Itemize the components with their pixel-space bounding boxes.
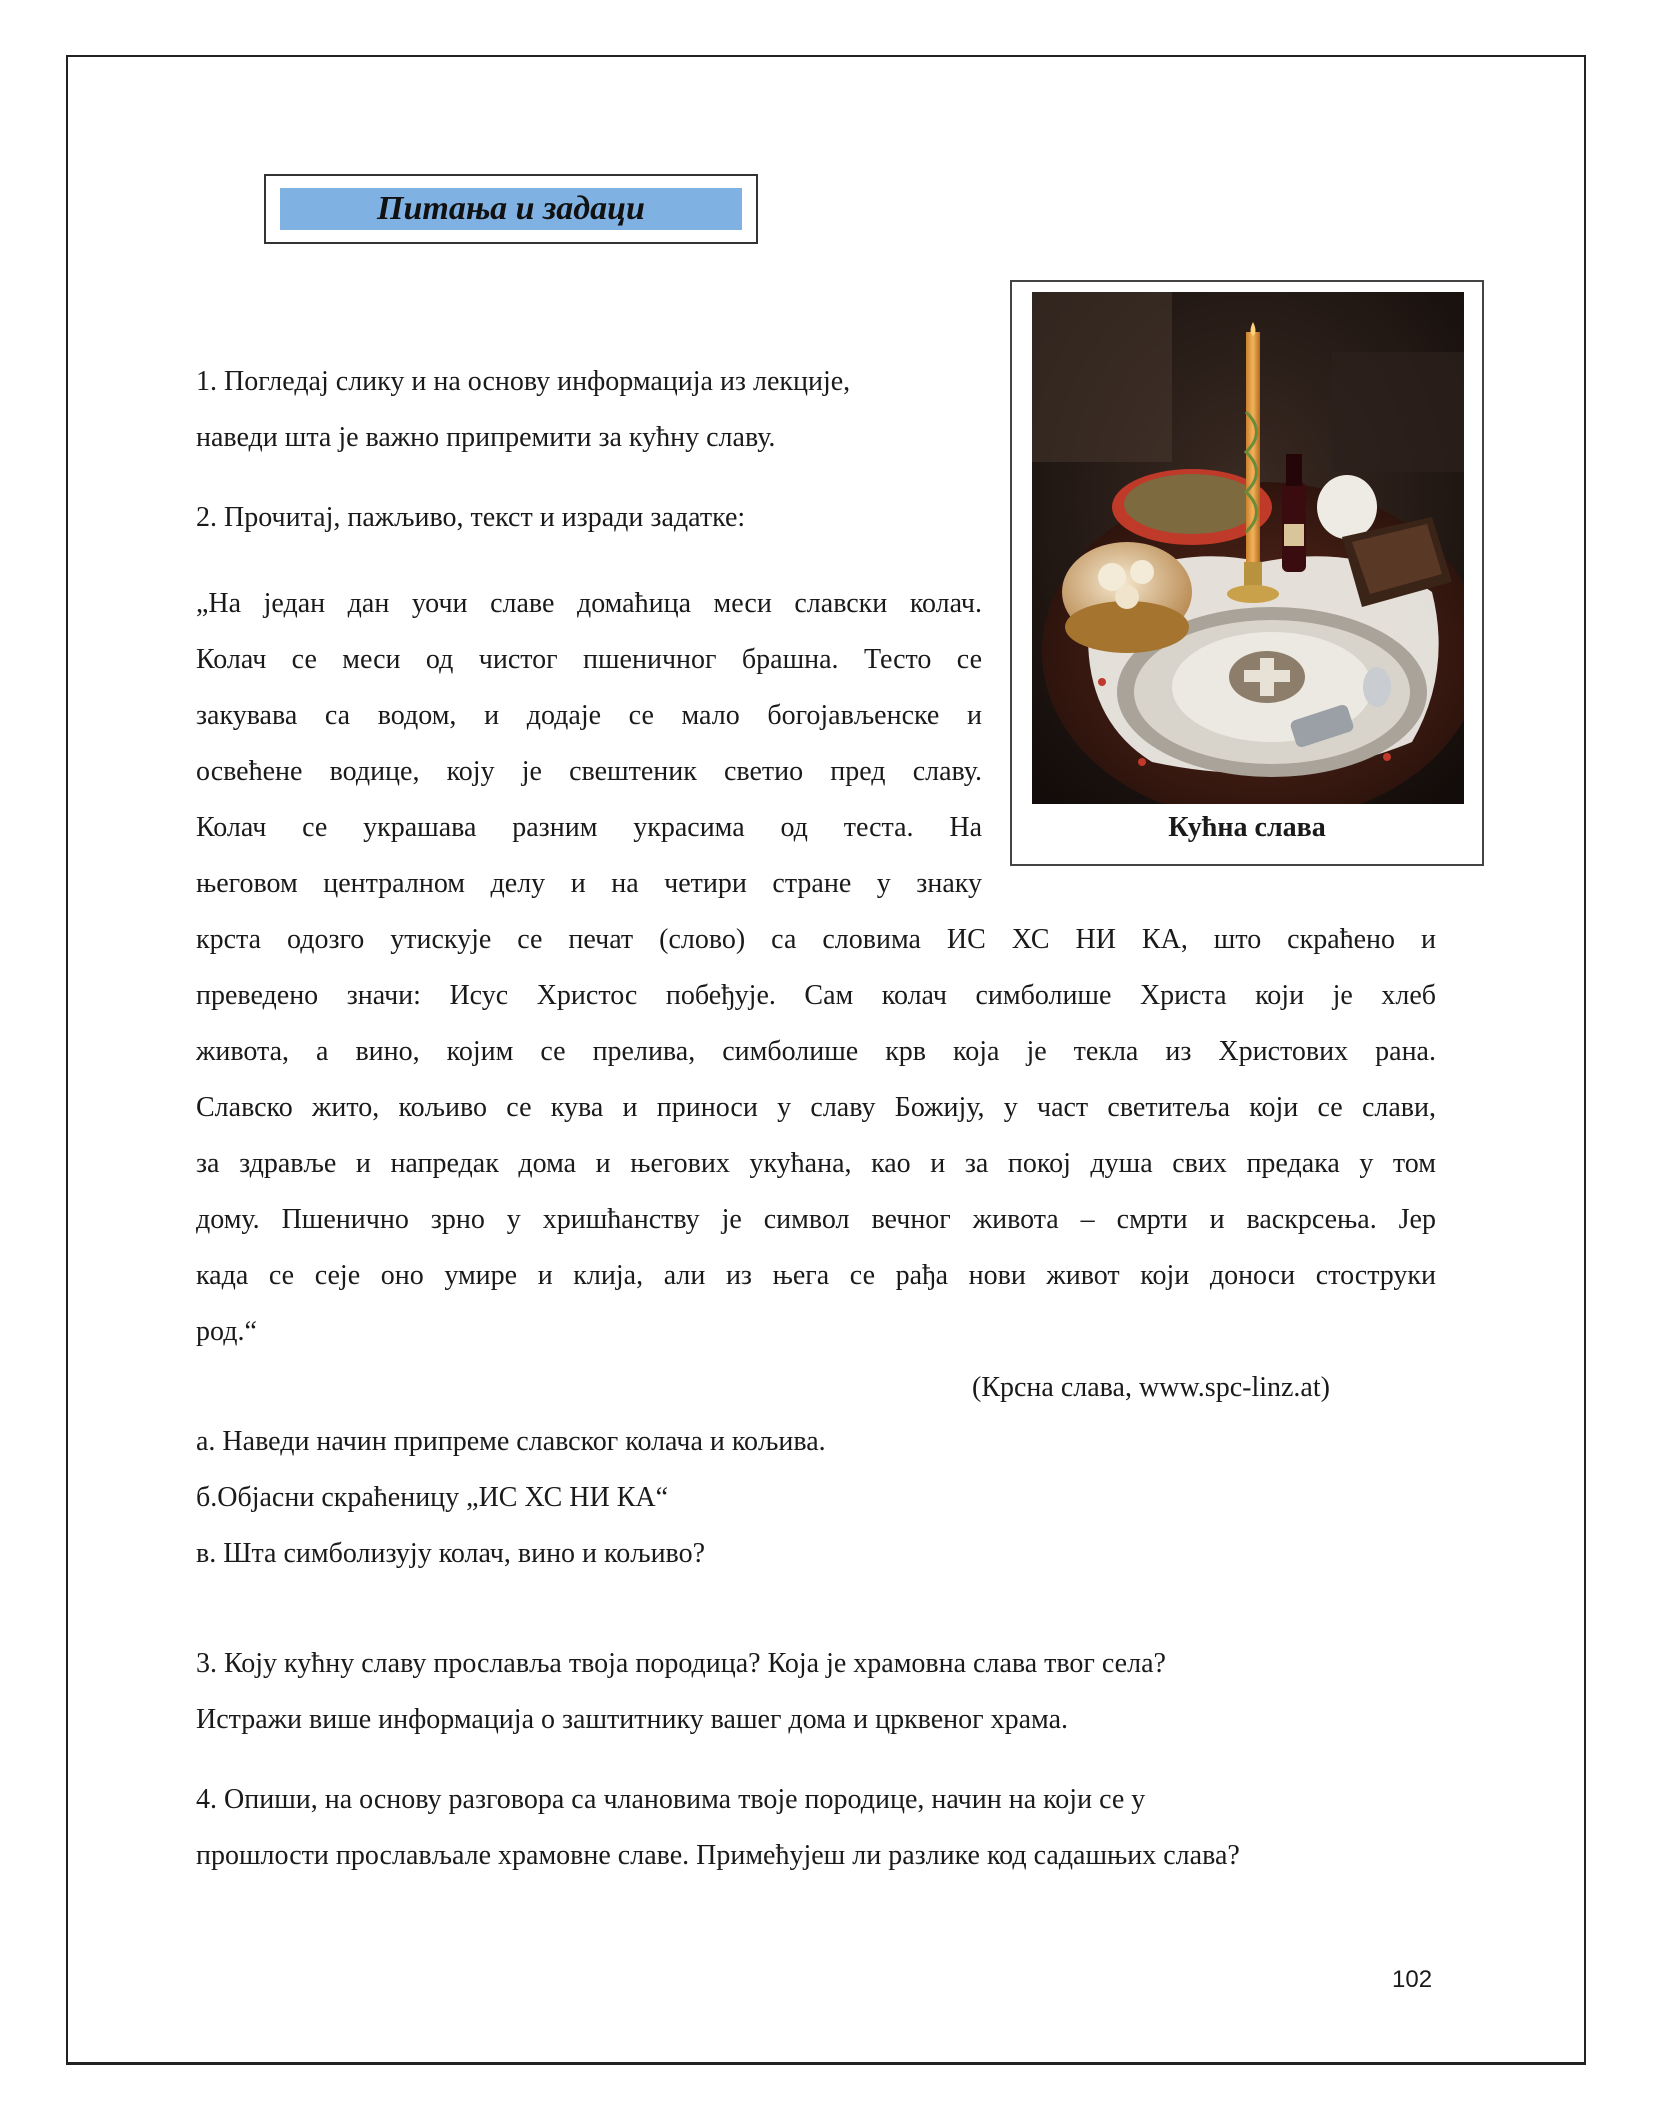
quote-line: крста одозго утискује се печат (слово) са словима ИС ХС НИ КА, што скраћено и (196, 924, 1436, 955)
quote-line: када се сеје оно умире и клија, али из њега се рађа нови живот који доноси стоструки (196, 1260, 1436, 1291)
figure-box (1010, 280, 1484, 866)
quote-line: дому. Пшенично зрно у хришћанству је символ вечног живота – смрти и васкрсења. Јер (196, 1204, 1436, 1235)
question-1-line-1: 1. Погледај слику и на основу информација из лекције, (196, 366, 851, 397)
question-1-line-2: наведи шта је важно припремити за кућну славу. (196, 422, 776, 453)
quote-end: род.“ (196, 1316, 257, 1347)
quote-line: живота, а вино, којим се прелива, симболише крв која је текла из Христових рана. (196, 1036, 1436, 1067)
question-3-line-1: 3. Коју кућну славу прославља твоја породица? Која је храмовна слава твог села? (196, 1648, 1166, 1679)
quote-line: за здравље и напредак дома и његових укућана, као и за покој душа свих предака у том (196, 1148, 1436, 1179)
quote-line: Славско жито, кољиво се кува и приноси у славу Божију, у част светитеља који се слави, (196, 1092, 1436, 1123)
quote-line: закувава са водом, и додаје се мало богојављенске и (196, 700, 982, 731)
question-1 (196, 354, 966, 466)
task-c: в. Шта симболизују колач, вино и кољиво? (196, 1538, 706, 1569)
quote-line: освећене водице, коју је свештеник светио пред славу. (196, 756, 982, 787)
task-b: б.Објасни скраћеницу „ИС ХС НИ КА“ (196, 1482, 669, 1513)
quote-wide-block (196, 912, 1436, 1304)
figure-caption: Кућна слава (1168, 812, 1326, 843)
question-2-tasks (196, 1414, 1196, 1582)
question-4 (196, 1772, 1446, 1884)
question-3 (196, 1636, 1446, 1748)
question-3-line-2: Истражи више информација о заштитнику вашег дома и црквеног храма. (196, 1704, 1069, 1735)
quote-line: Колач се украшава разним украсима од теста. На (196, 812, 982, 843)
quote-source: (Крсна слава, www.spc-linz.at) (972, 1372, 1330, 1403)
task-a: а. Наведи начин припреме славског колача и кољива. (196, 1426, 826, 1457)
question-4-line-2: прошлости прослављале храмовне славе. Примећујеш ли разлике код садашњих слава? (196, 1840, 1240, 1871)
page-number: 102 (1392, 1966, 1433, 1993)
slava-table-photo (1032, 292, 1464, 804)
quote-narrow-block (196, 576, 982, 912)
section-heading: Питања и задаци (280, 188, 742, 230)
quote-line: „На један дан уочи славе домаћица меси славски колач. (196, 588, 982, 619)
section-heading-box (264, 174, 758, 244)
quote-line: Колач се меси од чистог пшеничног брашна. Тесто се (196, 644, 982, 675)
quote-line: његовом централном делу и на четири стране у знаку (196, 868, 982, 899)
question-2-intro: 2. Прочитај, пажљиво, текст и изради задатке: (196, 502, 746, 533)
quote-line: преведено значи: Исус Христос побеђује. Сам колач симболише Христа који је хлеб (196, 980, 1436, 1011)
question-4-line-1: 4. Опиши, на основу разговора са члановима твоје породице, начин на који се у (196, 1784, 1146, 1815)
